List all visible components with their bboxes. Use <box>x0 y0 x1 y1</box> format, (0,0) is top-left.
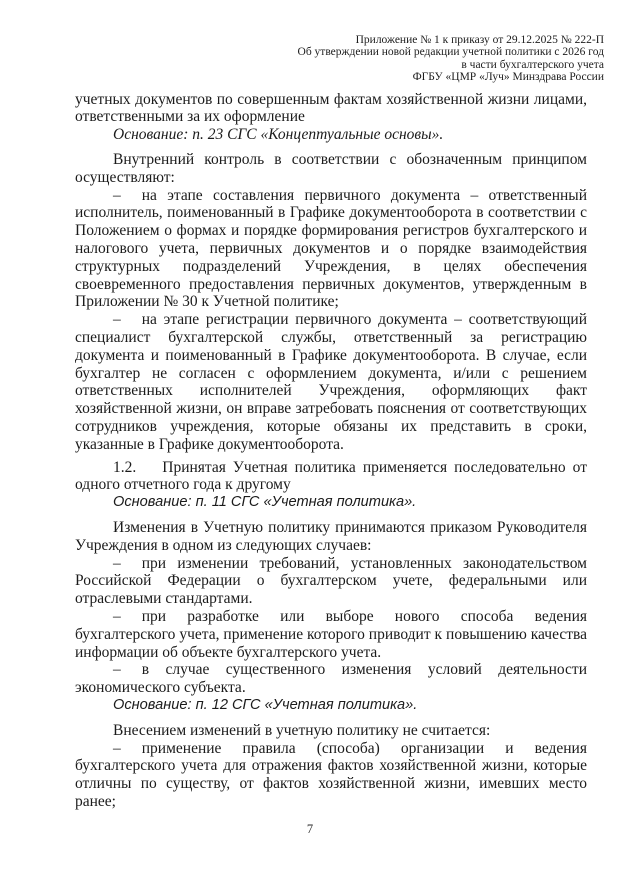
bullet-item <box>75 740 587 811</box>
bullet-item <box>75 187 587 312</box>
header-line-appendix: Приложение № 1 к приказу от 29.12.2025 № 222-П <box>355 34 604 46</box>
bullet-text: применение правила (способа) организации и ведения бухгалтерского учета для отражения фактов хозяйственной жизни, которые отличны по существу, от фактов хозяйственной жизни, имевших место ранее; <box>75 739 587 810</box>
header-line-subject: Об утверждении новой редакции учетной политики с 2026 год <box>297 46 604 59</box>
clause-1-2 <box>75 459 587 495</box>
basis-reference: Основание: п. 12 СГС «Учетная политика». <box>113 696 418 713</box>
document-body <box>75 91 587 811</box>
page-number: 7 <box>306 822 314 836</box>
clause-number: 1.2. <box>113 458 137 476</box>
bullet-dash: – <box>113 186 121 204</box>
document-header <box>0 0 620 84</box>
bullet-dash: – <box>113 311 121 329</box>
bullet-text: при изменении требований, установленных законодательством Российской Федерации о бухгалтерском учете, федеральными или отраслевыми стандартами. <box>75 554 587 608</box>
header-line-organization: ФГБУ «ЦМР «Луч» Минздрава России <box>412 71 604 84</box>
basis-reference: Основание: п. 23 СГС «Концептуальные основы». <box>113 126 444 144</box>
clause-text: Принятая Учетная политика применяется последовательно от одного отчетного года к другому <box>75 458 587 494</box>
bullet-dash: – <box>113 554 121 572</box>
bullet-text: на этапе составления первичного документа – ответственный исполнитель, поименованный в Графике документооборота в соответствии с Положением о формах и порядке формирования регистров бухгалтерского и налогового учета, первичных документов и о порядке взаимодействия структурных подразделений Учреждения, в целях обеспечения своевременного предоставления первичных документов, утвержденным в Приложении № 30 к Учетной политике; <box>75 186 587 311</box>
paragraph-not-considered-changes: Внесением изменений в учетную политику не считается: <box>113 721 491 739</box>
bullet-dash: – <box>113 607 121 625</box>
basis-reference: Основание: п. 11 СГС «Учетная политика». <box>113 494 417 511</box>
paragraph-policy-changes: Изменения в Учетную политику принимаются приказом Руководителя Учреждения в одном из следующих случаев: <box>75 518 587 554</box>
bullet-item <box>75 555 587 608</box>
bullet-item <box>75 661 587 697</box>
header-line-scope: в части бухгалтерского учета <box>461 58 604 71</box>
bullet-item <box>75 608 587 661</box>
bullet-text: в случае существенного изменения условий деятельности экономического субъекта. <box>75 661 587 697</box>
bullet-dash: – <box>113 661 121 679</box>
bullet-text: при разработке или выборе нового способа ведения бухгалтерского учета, применение которого приводит к повышению качества информации об объекте бухгалтерского учета. <box>75 607 587 661</box>
bullet-item <box>75 311 587 453</box>
paragraph-internal-control: Внутренний контроль в соответствии с обозначенным принципом осуществляют: <box>75 151 587 186</box>
bullet-text: на этапе регистрации первичного документа – соответствующий специалист бухгалтерской службы, ответственный за регистрацию документа и поименованный в Графике документооборота. В случае, если бухгалтер не согласен с оформлением документа, и/или с решением ответственных исполнителей Учреждения, оформляющих факт хозяйственной жизни, он вправе затребовать пояснения от соответствующих сотрудников учреждения, которые обязаны их представить в сроки, указанные в Графике документооборота. <box>75 311 587 453</box>
bullet-dash: – <box>113 739 121 757</box>
paragraph-continuation: учетных документов по совершенным фактам хозяйственной жизни лицами, ответственными за их оформление <box>75 90 587 126</box>
